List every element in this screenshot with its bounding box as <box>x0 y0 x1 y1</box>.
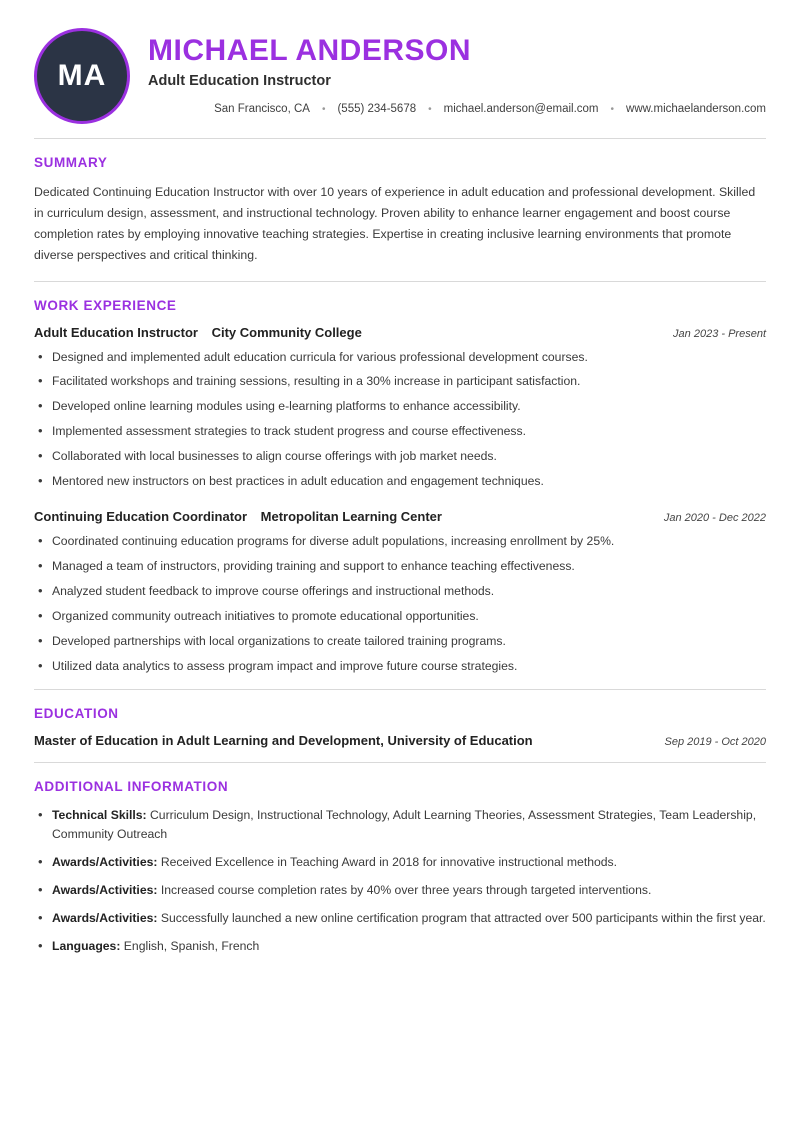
list-item: • Analyzed student feedback to improve course offerings and instructional methods. <box>34 582 766 601</box>
contact-email[interactable]: michael.anderson@email.com <box>443 103 599 115</box>
experience-bullets <box>34 348 766 491</box>
list-item: • Collaborated with local businesses to align course offerings with job market needs. <box>34 447 766 466</box>
list-item <box>34 909 766 928</box>
avatar <box>34 28 130 124</box>
experience-company: Metropolitan Learning Center <box>260 509 442 524</box>
education-dates: Sep 2019 - Oct 2020 <box>664 736 766 749</box>
section-additional-information <box>34 763 766 969</box>
list-item <box>34 881 766 900</box>
section-education <box>34 690 766 762</box>
resume-header <box>34 28 766 138</box>
info-value: English, Spanish, French <box>123 938 260 953</box>
contact-separator-icon: • <box>428 103 432 115</box>
experience-role: Adult Education Instructor <box>34 324 198 340</box>
section-title-summary: SUMMARY <box>34 155 108 170</box>
section-work-experience <box>34 282 766 690</box>
info-value: Curriculum Design, Instructional Technology, Adult Learning Theories, Assessment Strategies, Team Leadership, Community Outreach <box>52 808 757 842</box>
experience-bullets <box>34 532 766 675</box>
contact-row <box>148 103 766 115</box>
info-label: Languages: <box>52 938 121 953</box>
experience-entry <box>34 325 766 491</box>
list-item: • Developed online learning modules using e-learning platforms to enhance accessibility. <box>34 397 766 416</box>
list-item: • Managed a team of instructors, providing training and support to enhance teaching effectiveness. <box>34 557 766 576</box>
education-entry <box>34 733 766 748</box>
list-item: • Developed partnerships with local organizations to create tailored training programs. <box>34 632 766 651</box>
page-title: MICHAEL ANDERSON <box>148 34 472 67</box>
info-value: Successfully launched a new online certification program that attracted over 500 participants within the first year. <box>160 911 766 926</box>
section-title-work-experience: WORK EXPERIENCE <box>34 297 177 313</box>
contact-phone: (555) 234-5678 <box>337 103 417 115</box>
info-label: Awards/Activities: <box>52 855 158 870</box>
list-item: • Utilized data analytics to assess program impact and improve future course strategies. <box>34 657 766 676</box>
experience-company: City Community College <box>211 324 362 340</box>
experience-entry-header <box>34 325 766 340</box>
info-label: Awards/Activities: <box>52 911 158 926</box>
section-summary <box>34 139 766 281</box>
avatar-initials: MA <box>57 59 107 92</box>
list-item: • Mentored new instructors on best practices in adult education and engagement techniques. <box>34 472 766 491</box>
info-label: Awards/Activities: <box>52 883 158 898</box>
avatar-wrapper <box>34 28 130 124</box>
experience-entry-header <box>34 509 766 524</box>
section-title-additional-information: ADDITIONAL INFORMATION <box>34 779 229 795</box>
experience-dates: Jan 2023 - Present <box>673 327 766 340</box>
list-item: • Designed and implemented adult education curricula for various professional development courses. <box>34 348 766 367</box>
list-item: • Implemented assessment strategies to track student progress and course effectiveness. <box>34 422 766 441</box>
contact-separator-icon: • <box>610 103 615 115</box>
summary-text: Dedicated Continuing Education Instructor with over 10 years of experience in adult education and professional development. Skilled in curriculum design, assessment, and instructional technology. Proven ability to enhance learner engagement and boost course completion rates by employing innovative teaching strategies. Expertise in creating inclusive learning environments that promote diverse perspectives and critical thinking. <box>34 185 756 263</box>
contact-website[interactable]: www.michaelanderson.com <box>626 103 766 115</box>
experience-entry <box>34 509 766 675</box>
info-value: Received Excellence in Teaching Award in 2018 for innovative instructional methods. <box>160 855 618 870</box>
experience-dates: Jan 2020 - Dec 2022 <box>663 512 766 524</box>
contact-separator-icon: • <box>321 103 326 115</box>
list-item <box>34 937 766 956</box>
experience-role-company <box>34 325 362 340</box>
experience-role-company <box>34 509 442 524</box>
list-item: • Organized community outreach initiatives to promote educational opportunities. <box>34 607 766 626</box>
info-label: Technical Skills: <box>52 808 147 823</box>
experience-role: Continuing Education Coordinator <box>34 509 248 524</box>
header-job-title: Adult Education Instructor <box>148 73 331 89</box>
info-value: Increased course completion rates by 40% over three years through targeted interventions. <box>160 883 652 898</box>
section-title-education: EDUCATION <box>34 706 119 722</box>
education-degree: Master of Education in Adult Learning and Development, University of Education <box>34 733 533 749</box>
additional-information-list <box>34 806 766 955</box>
header-main <box>148 28 766 115</box>
list-item <box>34 806 766 844</box>
list-item <box>34 853 766 872</box>
contact-location: San Francisco, CA <box>214 103 310 115</box>
list-item: • Facilitated workshops and training sessions, resulting in a 30% increase in participant satisfaction. <box>34 372 766 391</box>
list-item: • Coordinated continuing education programs for diverse adult populations, increasing enrollment by 25%. <box>34 532 766 551</box>
